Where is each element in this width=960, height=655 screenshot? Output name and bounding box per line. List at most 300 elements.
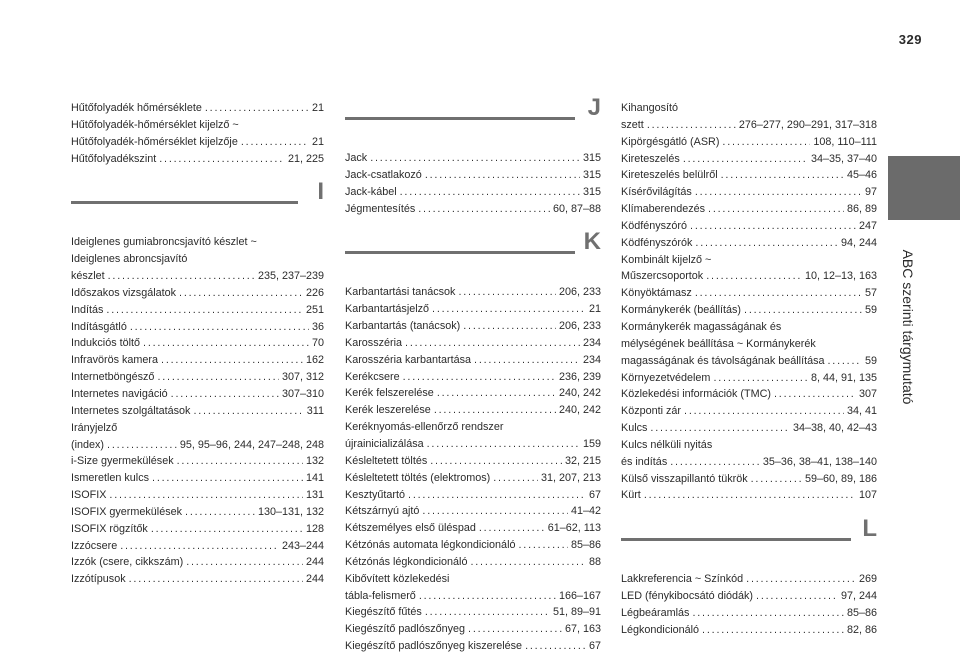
entry-pages: 244 [305,556,324,569]
entry-pages: 59 [864,304,877,317]
index-entry [621,588,877,605]
entry-pages: 159 [582,437,601,450]
index-entry [71,554,324,571]
entry-term: Kormánykerék (beállítás) [621,304,742,317]
entry-pages: 234 [582,336,601,349]
entry-term: Kísérővilágítás [621,186,692,199]
index-entry [621,386,877,403]
dot-leader [690,218,856,235]
dot-leader [405,335,580,352]
entry-pages: 61–62, 113 [547,522,601,535]
entry-pages: 59–60, 89, 186 [804,472,877,485]
dot-leader [425,604,550,621]
entry-term: Lakkreferencia ~ Színkód [621,573,744,586]
index-entry [345,436,601,453]
index-entry [621,218,877,235]
index-entry [345,150,601,167]
entry-term: Internetes navigáció [71,387,168,400]
entry-term: Kétszárnyú ajtó [345,505,420,518]
entry-pages: 21 [588,303,601,316]
entry-pages: 166–167 [558,589,601,602]
entry-term: Kireteszelés belülről [621,169,718,182]
section-rule [345,251,575,254]
index-entry [71,470,324,487]
entry-term: Karbantartás (tanácsok) [345,320,461,333]
entry-term: Indításgátló [71,320,127,333]
entry-term: ISOFIX gyermekülések [71,505,183,518]
dot-leader [684,403,844,420]
index-entry [71,319,324,336]
index-entry [621,403,877,420]
entry-term: készlet [71,270,105,283]
entry-term: és indítás [621,455,668,468]
entry-term: Ismeretlen kulcs [71,472,150,485]
entry-term: Kerékcsere [345,370,400,383]
dot-leader [470,554,586,571]
index-entry [345,621,601,638]
section-letter: K [583,228,601,256]
side-tab-label: ABC szerinti tárgymutató [900,249,916,405]
entry-term: Kerék leszerelése [345,404,431,417]
index-entry [71,386,324,403]
dot-leader [408,487,586,504]
index-entry [345,554,601,571]
entry-pages: 276–277, 290–291, 317–318 [738,118,877,131]
entry-pages: 59 [864,354,877,367]
entry-term: Izzók (csere, cikkszám) [71,556,184,569]
dot-leader [463,318,556,335]
dot-leader [744,302,862,319]
entry-pages: 85–86 [570,539,601,552]
entry-pages: 21 [311,102,324,114]
entry-term: Környezetvédelem [621,371,711,384]
entry-pages: 31, 207, 213 [540,471,601,484]
dot-leader [708,201,844,218]
entry-pages: 269 [858,573,877,586]
entry-term: Késleltetett töltés (elektromos) [345,471,491,484]
dot-leader [647,117,736,134]
dot-leader [185,504,255,521]
index-entry [345,453,601,470]
dot-leader [370,150,580,167]
entry-pages: 315 [582,152,601,164]
entry-term: LED (fénykibocsátó diódák) [621,590,754,603]
entry-term: Izzótípusok [71,573,126,586]
index-entry [345,470,601,487]
index-entry [71,268,324,285]
entry-term: Légbeáramlás [621,606,690,619]
entry-pages: 67 [588,640,601,653]
dot-leader [706,268,802,285]
entry-pages: 240, 242 [558,404,601,417]
index-column-3 [621,100,877,639]
index-entry [621,605,877,622]
section-header [621,516,877,566]
index-entry [345,503,601,520]
entry-pages: 85–86 [846,606,877,619]
dot-leader [109,487,303,504]
index-entry [621,201,877,218]
dot-leader [152,470,303,487]
index-entry [621,184,877,201]
entry-term: Izzócsere [71,539,118,552]
dot-leader [702,622,844,639]
index-entry [71,504,324,521]
dot-leader [713,370,808,387]
dot-leader [525,638,586,655]
entry-term: Jack-kábel [345,185,397,198]
index-entry [621,268,877,285]
entry-pages: 206, 233 [558,286,601,299]
index-entry [71,369,324,386]
index-entry [345,402,601,419]
dot-leader [157,369,279,386]
index-entry [621,370,877,387]
entry-pages: 132 [305,455,324,468]
index-entry [345,301,601,318]
entry-pages: 307 [858,388,877,401]
index-entry [621,487,877,504]
dot-leader [518,537,568,554]
dot-leader [695,285,862,302]
entry-term: Kiegészítő fűtés [345,606,422,619]
section-letter: J [587,94,601,121]
dot-leader [159,151,285,168]
entry-term: Internetes szolgáltatások [71,404,191,417]
dot-leader [171,386,279,403]
index-entry [621,454,877,471]
entry-pages: 244 [305,573,324,586]
dot-leader [193,403,303,420]
entry-pages: 131 [305,489,324,502]
dot-leader [427,436,580,453]
entry-pages: 315 [582,185,601,198]
section-header [345,95,601,145]
dot-leader [827,353,862,370]
index-entry-line: Keréknyomás-ellenőrző rendszer [345,421,504,434]
dot-leader [437,385,556,402]
entry-pages: 32, 215 [564,454,601,467]
entry-term: Közlekedési információk (TMC) [621,388,771,401]
dot-leader [106,302,303,319]
entry-term: i-Size gyermekülések [71,455,174,468]
entry-term: tábla-felismerő [345,589,416,602]
index-entry [345,201,601,218]
entry-pages: 70 [311,337,324,350]
index-entry [345,385,601,402]
entry-pages: 82, 86 [846,623,877,636]
entry-pages: 234 [582,353,601,366]
dot-leader [186,554,303,571]
index-entry [621,353,877,370]
dot-leader [418,201,550,218]
entry-term: Jack [345,152,368,164]
dot-leader [722,134,810,151]
entry-pages: 130–131, 132 [257,505,324,518]
dot-leader [746,571,856,588]
entry-pages: 206, 233 [558,320,601,333]
entry-pages: 226 [305,286,324,299]
entry-term: Kétzónás automata légkondicionáló [345,539,516,552]
dot-leader [430,453,562,470]
entry-term: Központi zár [621,405,682,418]
dot-leader [695,235,838,252]
entry-term: Karbantartási tanácsok [345,286,456,299]
index-entry [345,335,601,352]
entry-term: Kerék felszerelése [345,387,434,400]
index-entry [345,604,601,621]
dot-leader [403,369,556,386]
entry-term: ISOFIX [71,489,107,502]
entry-term: Karosszéria karbantartása [345,353,472,366]
entry-pages: 307, 312 [281,371,324,384]
entry-term: Ködfényszórók [621,236,693,249]
index-entry [71,335,324,352]
index-entry [621,471,877,488]
index-entry [71,521,324,538]
dot-leader [493,470,538,487]
dot-leader [479,520,545,537]
index-entry [71,403,324,420]
index-entry-line: mélységének beállítása ~ Kormánykerék [621,337,816,350]
dot-leader [644,487,856,504]
entry-pages: 97, 244 [840,590,877,603]
entry-pages: 243–244 [281,539,324,552]
index-entry [71,487,324,504]
entry-pages: 240, 242 [558,387,601,400]
entry-term: Klímaberendezés [621,203,706,216]
entry-pages: 251 [305,303,324,316]
index-entry [345,487,601,504]
entry-term: Kiegészítő padlószőnyeg kiszerelése [345,640,523,653]
index-entry [345,588,601,605]
entry-term: Időszakos vizsgálatok [71,286,177,299]
entry-term: újrainicializálása [345,437,424,450]
entry-term: Műszercsoportok [621,270,704,283]
index-entry [621,571,877,588]
dot-leader [205,100,309,117]
entry-term: Hűtőfolyadék hőmérséklete [71,102,202,114]
entry-pages: 247 [858,219,877,232]
section-rule [345,117,575,120]
entry-term: Karbantartásjelző [345,303,430,316]
dot-leader [650,420,790,437]
entry-pages: 51, 89–91 [552,606,601,619]
dot-leader [241,134,309,151]
dot-leader [151,521,303,538]
entry-term: szett [621,118,644,131]
entry-term: Indukciós töltő [71,337,141,350]
entry-pages: 67, 163 [564,623,601,636]
dot-leader [130,319,309,336]
index-entry [621,134,877,151]
index-entry [71,538,324,555]
dot-leader [120,538,279,555]
entry-term: Kulcs [621,422,648,435]
entry-term: Kétzónás légkondicionáló [345,555,468,568]
entry-pages: 128 [305,522,324,535]
index-entry [71,302,324,319]
index-column-1 [71,100,324,588]
index-entry-line: Ideiglenes abroncsjavító [71,253,188,266]
entry-term: ISOFIX rögzítők [71,522,148,535]
dot-leader [468,621,562,638]
dot-leader [695,184,862,201]
index-entry [345,352,601,369]
entry-term: (index) [71,438,105,451]
entry-pages: 67 [588,488,601,501]
entry-pages: 95, 95–96, 244, 247–248, 248 [179,438,324,451]
entry-pages: 21, 225 [287,152,324,165]
entry-pages: 307–310 [281,387,324,400]
index-entry [345,638,601,655]
index-entry [621,167,877,184]
dot-leader [774,386,856,403]
entry-pages: 41–42 [570,505,601,518]
index-entry-line: Hűtőfolyadék-hőmérséklet kijelző ~ [71,118,239,131]
entry-term: Külső visszapillantó tükrök [621,472,748,485]
entry-term: Infravörös kamera [71,354,159,367]
entry-term: Internetböngésző [71,371,155,384]
entry-term: Ködfényszóró [621,219,688,232]
entry-pages: 88 [588,555,601,568]
dot-leader [756,588,838,605]
entry-term: Hűtőfolyadék-hőmérséklet kijelzője [71,135,238,148]
index-entry [71,352,324,369]
index-entry-line: Ideiglenes gumiabroncsjavító készlet ~ [71,236,257,249]
section-header [71,179,324,229]
index-column-2 [345,94,601,655]
dot-leader [425,167,580,184]
entry-term: magasságának és távolságának beállítása [621,354,825,367]
page-number: 329 [898,32,922,47]
dot-leader [108,268,255,285]
index-entry [621,420,877,437]
dot-leader [670,454,760,471]
section-rule [621,538,851,541]
entry-term: Kipörgésgátló (ASR) [621,135,720,148]
entry-term: Könyöktámasz [621,287,692,300]
section-header [345,229,601,279]
entry-term: Kürt [621,489,641,502]
dot-leader [179,285,303,302]
entry-pages: 94, 244 [840,236,877,249]
index-entry [345,284,601,301]
entry-pages: 57 [864,287,877,300]
entry-pages: 162 [305,354,324,367]
entry-pages: 8, 44, 91, 135 [810,371,877,384]
entry-pages: 236, 239 [558,370,601,383]
entry-pages: 10, 12–13, 163 [804,270,877,283]
index-entry [71,285,324,302]
entry-pages: 97 [864,186,877,199]
index-entry [621,285,877,302]
index-entry [345,520,601,537]
index-entry [71,134,324,151]
index-entry [71,571,324,588]
dot-leader [692,605,844,622]
entry-pages: 36 [311,320,324,333]
index-entry [71,100,324,117]
index-entry-line: Kombinált kijelző ~ [621,253,712,266]
index-entry-line: Irányjelző [71,421,118,434]
dot-leader [400,184,580,201]
dot-leader [683,151,808,168]
dot-leader [177,453,303,470]
index-entry-line: Kormánykerék magasságának és [621,320,782,333]
entry-term: Jack-csatlakozó [345,168,422,181]
entry-pages: 35–36, 38–41, 138–140 [762,455,877,468]
entry-pages: 60, 87–88 [552,202,601,215]
entry-pages: 141 [305,472,324,485]
dot-leader [751,471,802,488]
dot-leader [422,503,568,520]
entry-term: Kesztyűtartó [345,488,406,501]
entry-pages: 108, 110–111 [813,135,877,148]
entry-term: Kireteszelés [621,152,680,165]
entry-pages: 34, 41 [846,405,877,418]
index-entry [345,184,601,201]
entry-pages: 315 [582,168,601,181]
index-entry [621,117,877,134]
entry-pages: 45–46 [846,169,877,182]
entry-term: Légkondicionáló [621,623,700,636]
side-tab-marker [888,156,960,220]
index-entry-line: Kihangosító [621,102,679,114]
index-entry [621,302,877,319]
section-letter: L [862,515,877,543]
entry-pages: 34–38, 40, 42–43 [792,422,877,435]
index-entry [621,235,877,252]
index-entry [71,437,324,454]
entry-term: Kiegészítő padlószőnyeg [345,623,466,636]
section-rule [71,201,298,204]
entry-pages: 107 [858,489,877,502]
entry-term: Késleltetett töltés [345,454,428,467]
section-letter: I [317,178,324,206]
dot-leader [419,588,556,605]
dot-leader [143,335,309,352]
dot-leader [721,167,844,184]
dot-leader [474,352,580,369]
dot-leader [432,301,586,318]
index-entry [345,537,601,554]
entry-pages: 311 [306,404,324,417]
entry-term: Karosszéria [345,336,403,349]
dot-leader [107,437,177,454]
index-entry-line: Kibővített közlekedési [345,572,450,585]
dot-leader [434,402,556,419]
index-entry [345,369,601,386]
entry-pages: 21 [311,135,324,148]
dot-leader [129,571,303,588]
index-entry-line: Kulcs nélküli nyitás [621,438,713,451]
entry-pages: 34–35, 37–40 [810,152,877,165]
index-entry [345,167,601,184]
index-entry [71,151,324,168]
dot-leader [161,352,303,369]
index-entry [621,622,877,639]
index-entry [345,318,601,335]
entry-term: Jégmentesítés [345,202,416,215]
index-entry [71,453,324,470]
dot-leader [458,284,556,301]
index-entry [621,151,877,168]
entry-pages: 86, 89 [846,203,877,216]
entry-pages: 235, 237–239 [257,270,324,283]
entry-term: Indítás [71,303,104,316]
entry-term: Kétszemélyes első üléspad [345,522,476,535]
